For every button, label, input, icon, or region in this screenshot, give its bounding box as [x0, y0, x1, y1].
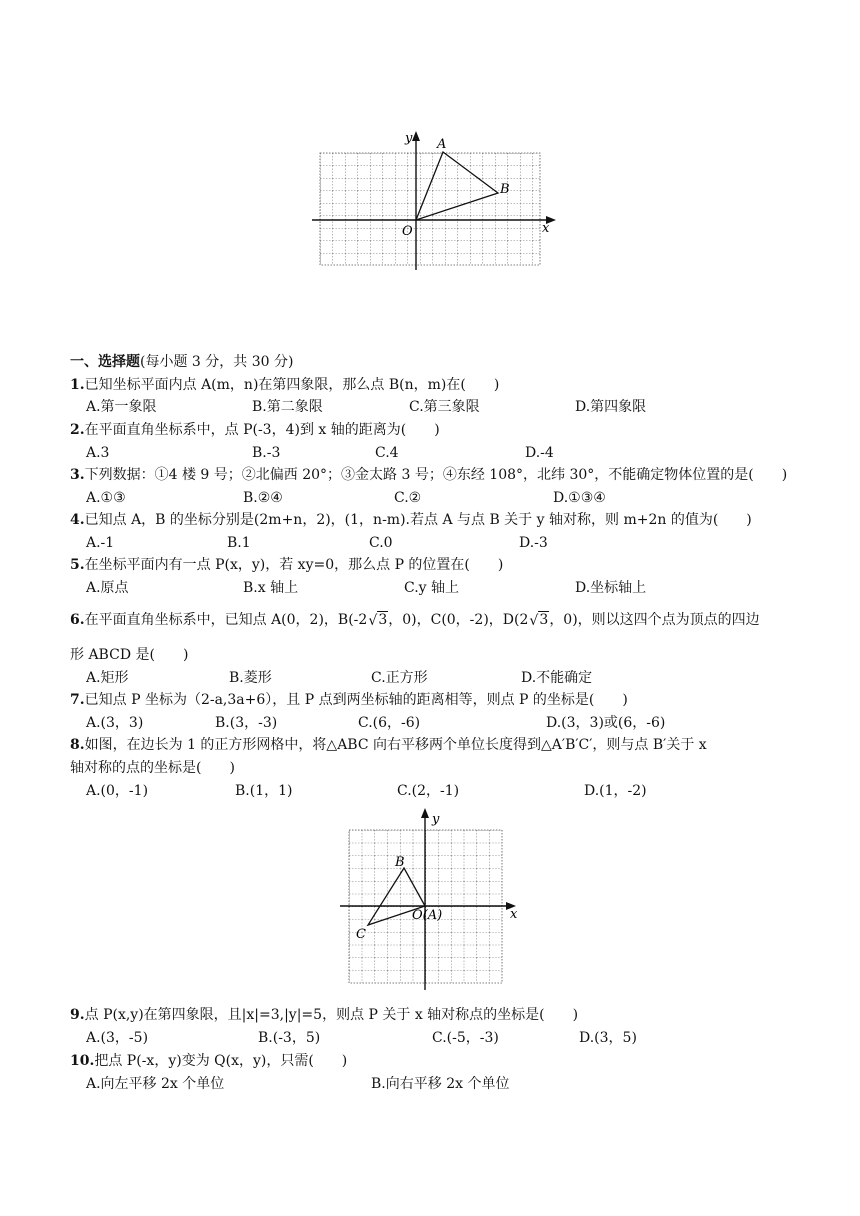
question-3	[70, 466, 787, 484]
question-8-continued: 轴对称的点的坐标是( )	[70, 760, 235, 776]
q2-option-a: A.3	[86, 445, 110, 461]
question-number: 3.	[70, 467, 85, 483]
question-text: 已知点 A，B 的坐标分别是(2m+n，2)，(1，n-m).若点 A 与点 B 关于 y 轴对称，则 m+2n 的值为( )	[84, 512, 752, 528]
q5-option-c: C.y 轴上	[404, 580, 460, 596]
q3-option-c: C.②	[394, 490, 422, 506]
sqrt-symbol: √ 3	[529, 612, 549, 629]
question-5	[70, 556, 503, 574]
q8-option-c: C.(2，-1)	[397, 783, 460, 799]
origin-label: O	[402, 224, 413, 239]
section-note: (每小题 3 分，共 30 分)	[140, 354, 294, 370]
y-axis-label: y	[432, 812, 440, 827]
q5-option-a: A.原点	[86, 580, 129, 596]
question-text: 已知点 P 坐标为（2-a,3a+6），且 P 点到两坐标轴的距离相等，则点 P 的坐标是( )	[84, 692, 628, 708]
q6-option-d: D.不能确定	[521, 670, 593, 686]
question-number: 5.	[70, 557, 85, 573]
question-number: 1.	[70, 377, 85, 393]
q1-option-d: D.第四象限	[575, 399, 647, 415]
q9-option-c: C.(-5，-3)	[432, 1030, 499, 1046]
question-number: 7.	[70, 692, 85, 708]
question-number: 8.	[70, 737, 85, 753]
q3-option-d: D.①③④	[553, 490, 606, 506]
q9-option-a: A.(3，-5)	[86, 1030, 149, 1046]
point-A-label: A	[437, 137, 447, 152]
question-8	[70, 736, 707, 754]
q4-option-c: C.0	[369, 535, 393, 551]
question-number: 9.	[70, 1007, 85, 1023]
question-1	[70, 376, 499, 394]
q8-option-b: B.(1，1)	[235, 783, 293, 799]
q2-option-d: D.-4	[525, 445, 554, 461]
question-7	[70, 691, 628, 709]
question-text: 在坐标平面内有一点 P(x，y)，若 xy=0，那么点 P 的位置在( )	[84, 557, 504, 573]
question-number: 2.	[70, 422, 85, 438]
q10-option-a: A.向左平移 2x 个单位	[86, 1076, 225, 1092]
q1-option-c: C.第三象限	[409, 399, 480, 415]
q10-option-b: B.向右平移 2x 个单位	[371, 1076, 510, 1092]
q8-option-d: D.(1，-2)	[584, 783, 647, 799]
question-text: 在平面直角坐标系中，点 P(-3，4)到 x 轴的距离为( )	[84, 422, 440, 438]
y-axis-arrow	[412, 131, 420, 141]
grid-area	[320, 153, 540, 265]
q7-option-a: A.(3，3)	[86, 715, 144, 731]
question-number: 6.	[70, 612, 85, 628]
q9-option-d: D.(3，5)	[579, 1030, 637, 1046]
question-2	[70, 421, 440, 439]
radicand: 3	[378, 612, 388, 628]
q4-option-d: D.-3	[519, 535, 548, 551]
q5-option-d: D.坐标轴上	[575, 580, 647, 596]
q9-option-b: B.(-3，5)	[258, 1030, 321, 1046]
q4-option-b: B.1	[227, 535, 251, 551]
q7-option-d: D.(3，3)或(6，-6)	[546, 715, 666, 731]
q3-option-b: B.②④	[243, 490, 283, 506]
point-B-label: B	[395, 855, 405, 870]
section-header	[70, 353, 293, 371]
x-axis-label: x	[542, 221, 550, 236]
question-number: 10.	[70, 1053, 95, 1069]
figure-2-coordinate-grid	[330, 800, 530, 995]
q4-option-a: A.-1	[86, 535, 115, 551]
section-title: 一、选择题	[70, 354, 140, 370]
question-text-part3: ，0)，则以这四个点为顶点的四边	[549, 612, 760, 628]
q8-option-a: A.(0，-1)	[86, 783, 149, 799]
question-number: 4.	[70, 512, 85, 528]
question-9	[70, 1006, 578, 1024]
sqrt-symbol: √ 3	[368, 612, 388, 629]
q1-option-b: B.第二象限	[252, 399, 323, 415]
q5-option-b: B.x 轴上	[243, 580, 299, 596]
question-text-part2: ，0)，C(0，-2)，D(2	[388, 612, 529, 628]
question-text: 如图，在边长为 1 的正方形网格中，将△ABC 向右平移两个单位长度得到△A′B′C′，则与点 B′关于 x	[84, 737, 707, 753]
question-4	[70, 511, 752, 529]
q2-option-b: B.-3	[252, 445, 281, 461]
q6-option-c: C.正方形	[371, 670, 428, 686]
question-6	[70, 611, 760, 629]
figure-1-coordinate-grid	[300, 125, 570, 275]
point-B-label: B	[500, 182, 510, 197]
q3-option-a: A.①③	[86, 490, 126, 506]
question-6-continued: 形 ABCD 是( )	[70, 647, 189, 663]
question-text: 点 P(x,y)在第四象限，且|x|=3,|y|=5，则点 P 关于 x 轴对称点的坐标是( )	[84, 1007, 579, 1023]
question-text-part1: 在平面直角坐标系中，已知点 A(0，2)，B(-2	[84, 612, 368, 628]
question-text: 下列数据：①4 楼 9 号；②北偏西 20°；③金太路 3 号；④东经 108°，北纬 30°，不能确定物体位置的是( )	[84, 467, 788, 483]
point-C-label: C	[356, 927, 366, 942]
question-10	[70, 1052, 347, 1070]
radicand: 3	[539, 612, 549, 628]
origin-A-label: O(A)	[412, 908, 443, 923]
x-axis-label: x	[510, 907, 518, 922]
q1-option-a: A.第一象限	[86, 399, 157, 415]
question-text: 已知坐标平面内点 A(m，n)在第四象限，那么点 B(n，m)在( )	[84, 377, 500, 393]
q6-option-b: B.菱形	[229, 670, 272, 686]
y-axis-label: y	[405, 131, 413, 146]
q7-option-b: B.(3，-3)	[215, 715, 278, 731]
q2-option-c: C.4	[375, 445, 399, 461]
y-axis-arrow	[421, 808, 429, 818]
q6-option-a: A.矩形	[86, 670, 129, 686]
question-text: 把点 P(-x，y)变为 Q(x，y)，只需( )	[94, 1053, 348, 1069]
q7-option-c: C.(6，-6)	[358, 715, 421, 731]
